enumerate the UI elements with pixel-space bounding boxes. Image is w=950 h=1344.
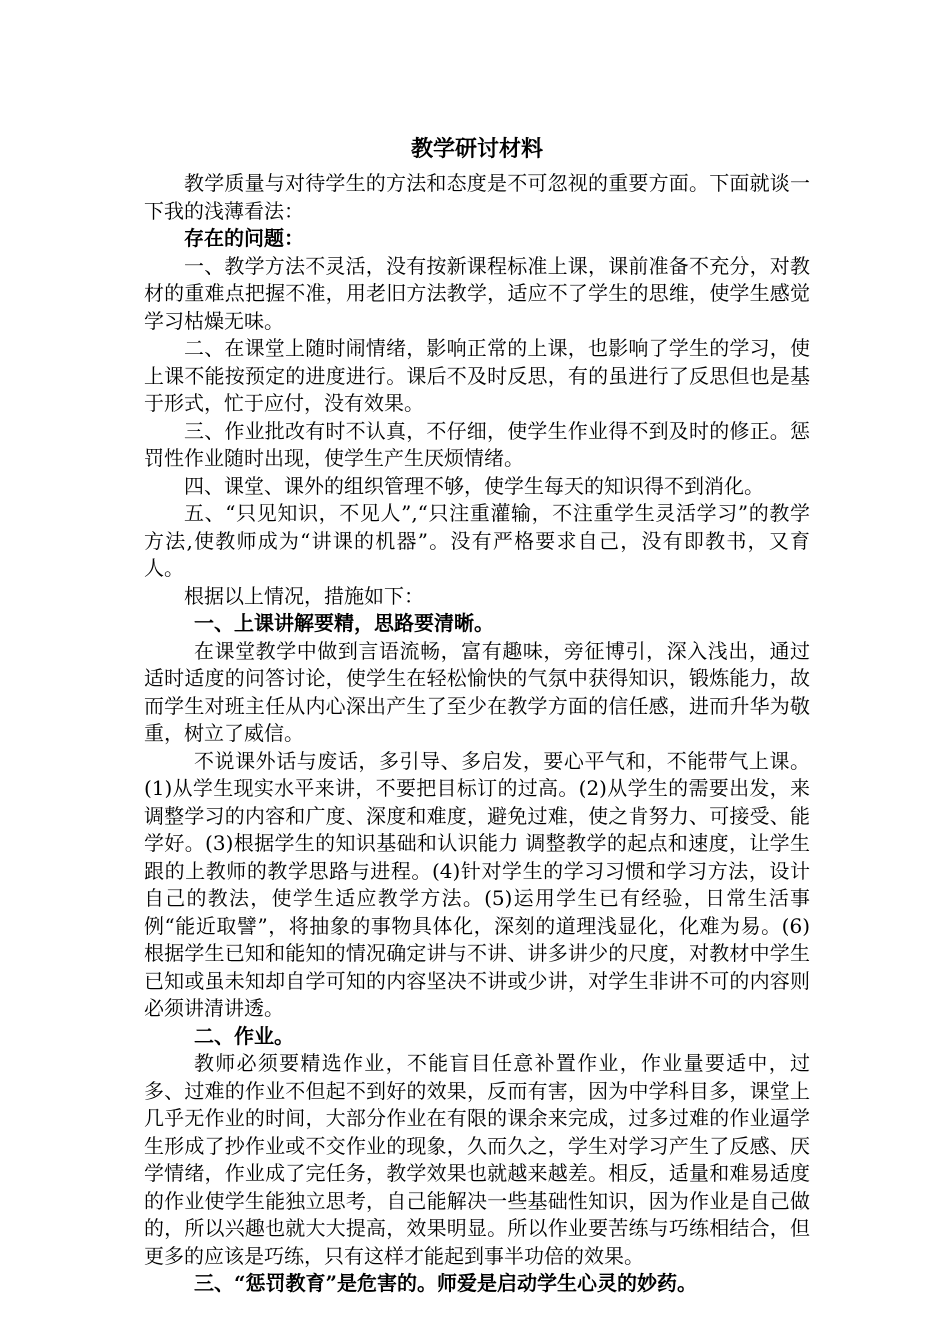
problem-item-1: 一、教学方法不灵活，没有按新课程标准上课，课前准备不充分，对教材的重难点把握不准，用老旧方法教学，适应不了学生的思维，使学生感觉学习枯燥无味。 [144,253,810,333]
problem-item-2: 二、在课堂上随时闹情绪，影响正常的上课，也影响了学生的学习，使上课不能按预定的进度进行。课后不及时反思，有的虽进行了反思但也是基于形式，忙于应付，没有效果。 [144,336,810,415]
lecture-paragraph-2: 不说课外话与废话，多引导、多启发，要心平气和，不能带气上课。(1)从学生现实水平来讲，不要把目标订的过高。(2)从学生的需要出发，来调整学习的内容和广度、深度和难度，避免过难，使之肯努力、可接受、能学好。(3)根据学生的知识基础和认识能力 调整教学的起点和速度，让学生跟的上教师的教学思路与进程。(4)针对学生的学习习惯和学习方法，设计自己的教法，使学生适应教学方法。(5)运用学生已有经验，日常生活事例“能近取譬”，将抽象的事物具体化，深刻的道理浅显化，化难为易。(6)根据学生已知和能知的情况确定讲与不讲、讲多讲少的尺度，对教材中学生已知或虽未知却自学可知的内容坚决不讲或少讲，对学生非讲不可的内容则必须讲清讲透。 [144,748,810,1020]
problem-item-5: 五、“只见知识，不见人”,“只注重灌输，不注重学生灵活学习”的教学方法,使教师成为“讲课的机器”。没有严格要求自己，没有即教书，又育人。 [144,501,810,580]
document-body [144,128,810,1298]
lecture-paragraph-1: 在课堂教学中做到言语流畅，富有趣味，旁征博引，深入浅出，通过适时适度的问答讨论，使学生在轻松愉快的气氛中获得知识，锻炼能力，故而学生对班主任从内心深出产生了至少在教学方面的信任感，进而升华为敬重，树立了威信。 [144,638,810,745]
section-heading-lecture: 一、上课讲解要精，思路要清晰。 [194,611,494,635]
problem-item-4: 四、课堂、课外的组织管理不够，使学生每天的知识得不到消化。 [184,473,764,498]
section-heading-problems: 存在的问题： [184,226,304,250]
measures-intro: 根据以上情况，措施如下： [184,583,424,608]
section-heading-punishment: 三、“惩罚教育”是危害的。师爱是启动学生心灵的妙药。 [194,1271,698,1295]
document-title: 教学研讨材料 [410,136,543,162]
intro-paragraph: 教学质量与对待学生的方法和态度是不可忽视的重要方面。下面就谈一下我的浅薄看法： [144,171,810,223]
homework-paragraph: 教师必须要精选作业，不能盲目任意补置作业，作业量要适中，过多、过难的作业不但起不到好的效果，反而有害，因为中学科目多，课堂上几乎无作业的时间，大部分作业在有限的课余来完成，过多过难的作业逼学生形成了抄作业或不交作业的现象，久而久之，学生对学习产生了反感、厌学情绪，作业成了完任务，教学效果也就越来越差。相反，适量和难易适度的作业使学生能独立思考，自己能解决一些基础性知识，因为作业是自己做的，所以兴趣也就大大提高，效果明显。所以作业要苦练与巧练相结合，但更多的应该是巧练，只有这样才能起到事半功倍的效果。 [144,1051,810,1268]
problem-item-3: 三、作业批改有时不认真，不仔细，使学生作业得不到及时的修正。惩罚性作业随时出现，使学生产生厌烦情绪。 [144,418,810,470]
section-heading-homework: 二、作业。 [194,1023,294,1048]
